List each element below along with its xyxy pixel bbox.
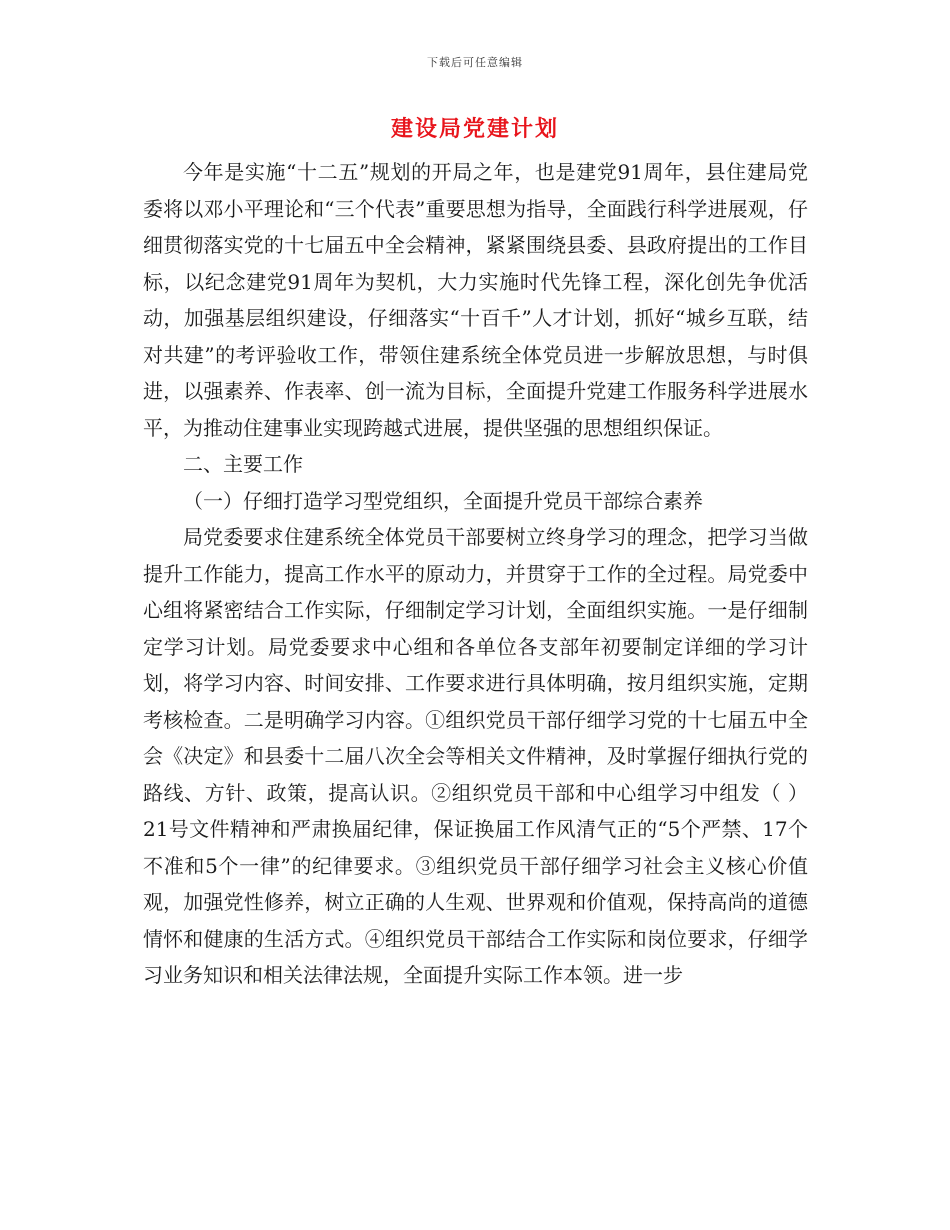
subsection-heading-1: （一）仔细打造学习型党组织，全面提升党员干部综合素养 (183, 488, 703, 513)
section-heading-main-work: 二、主要工作 (183, 452, 303, 476)
intro-paragraph: 今年是实施“十二五”规划的开局之年，也是建党91周年，县住建局党委将以邓小平理论和“三个代表”重要思想为指导，全面践行科学进展观，仔细贯彻落实党的十七届五中全会精神，紧紧围绕县委、县政府提出的工作目标，以纪念建党91周年为契机，大力实施时代先锋工程，深化创先争优活动，加强基层组织建设，仔细落实“十百千”人才计划，抓好“城乡互联，结对共建”的考评验收工作，带领住建系统全体党员进一步解放思想，与时俱进，以强素养、作表率、创一流为目标，全面提升党建工作服务科学进展水平，为推动住建事业实现跨越式进展，提供坚强的思想组织保证。 (143, 160, 808, 440)
body-paragraph: 局党委要求住建系统全体党员干部要树立终身学习的理念，把学习当做提升工作能力，提高工作水平的原动力，并贯穿于工作的全过程。局党委中心组将紧密结合工作实际，仔细制定学习计划，全面组织实施。一是仔细制定学习计划。局党委要求中心组和各单位各支部年初要制定详细的学习计划，将学习内容、时间安排、工作要求进行具体明确，按月组织实施，定期考核检查。二是明确学习内容。①组织党员干部仔细学习党的十七届五中全会《决定》和县委十二届八次全会等相关文件精神，及时掌握仔细执行党的路线、方针、政策，提高认识。②组织党员干部和中心组学习中组发（ ）21号文件精神和严肃换届纪律，保证换届工作风清气正的“5个严禁、17个不准和5个一律”的纪律要求。③组织党员干部仔细学习社会主义核心价值观，加强党性修养，树立正确的人生观、世界观和价值观，保持高尚的道德情怀和健康的生活方式。④组织党员干部结合工作实际和岗位要求，仔细学习业务知识和相关法律法规，全面提升实际工作本领。进一步 (143, 525, 808, 987)
document-title: 建设局党建计划 (390, 116, 559, 142)
document-body (143, 154, 808, 994)
header-note: 下载后可任意编辑 (427, 56, 523, 69)
